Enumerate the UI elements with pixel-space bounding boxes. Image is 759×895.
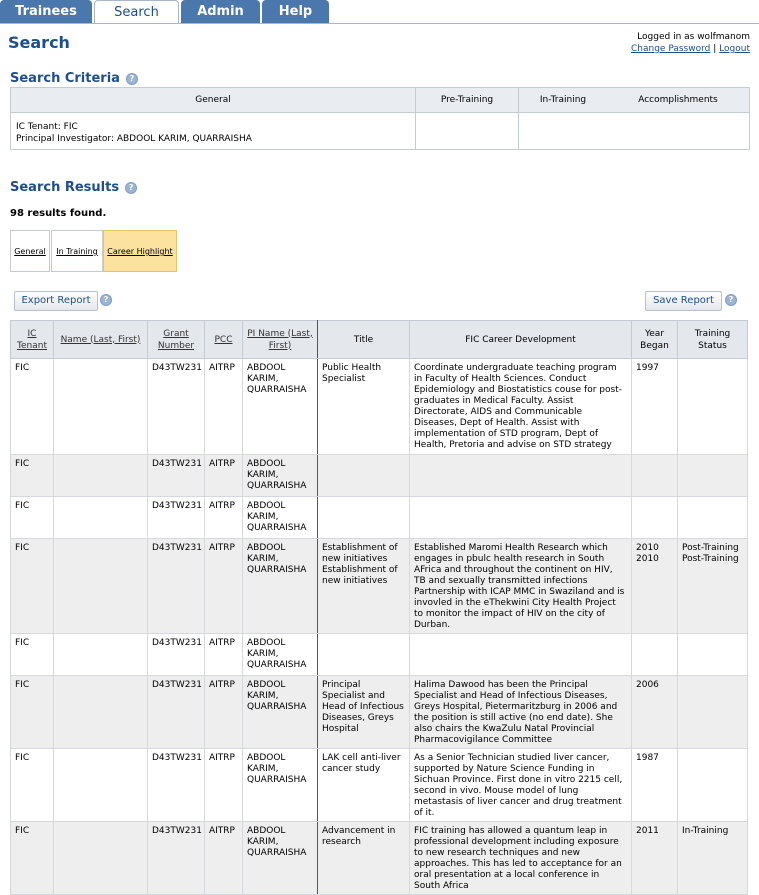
cell-name: [54, 359, 148, 455]
tab-trainees[interactable]: Trainees: [0, 0, 92, 23]
results-count: 98 results found.: [10, 208, 107, 219]
table-row: [11, 676, 748, 749]
login-info: [631, 31, 750, 55]
link-separator: |: [713, 44, 717, 54]
cell-career-development: FIC training has allowed a quantum leap in professional development including exposure to new research techniques and new approaches. This has led to acceptance for an oral presentation at a local conference in South Africa: [410, 822, 632, 895]
col-pi-name[interactable]: PI Name (Last, First): [243, 321, 318, 359]
cell-ic-tenant: FIC: [11, 676, 54, 749]
results-table: [10, 320, 748, 895]
cell-career-development: [410, 455, 632, 497]
cell-pcc: AITRP: [205, 822, 243, 895]
help-icon[interactable]: ?: [725, 294, 737, 306]
cell-career-development: Coordinate undergraduate teaching program in Faculty of Health Sciences. Conduct Epidemiology and Biostatistics couse for post-graduates in Medical Faculty. Assist Directorate, AIDS and Communicable Diseases, Dept of Health. Assist with implementation of STD program, Dept of Health, Pretoria and advise on STD strategy: [410, 359, 632, 455]
cell-title: Advancement in research: [318, 822, 410, 895]
export-report-button[interactable]: Export Report: [14, 291, 98, 311]
cell-pcc: AITRP: [205, 749, 243, 822]
cell-title: Public Health Specialist: [318, 359, 410, 455]
subtab-general[interactable]: General: [10, 230, 50, 272]
cell-title: [318, 497, 410, 539]
cell-name: [54, 749, 148, 822]
cell-title: Principal Specialist and Head of Infectious Diseases, Greys Hospital: [318, 676, 410, 749]
cell-ic-tenant: FIC: [11, 497, 54, 539]
table-row: [11, 539, 748, 634]
cell-grant-number: D43TW231: [148, 749, 205, 822]
search-criteria-title: Search Criteria: [10, 71, 120, 86]
cell-ic-tenant: FIC: [11, 539, 54, 634]
cell-name: [54, 455, 148, 497]
tab-help[interactable]: Help: [262, 0, 329, 23]
cell-grant-number: D43TW231: [148, 634, 205, 676]
cell-year-began: 2010 2010: [632, 539, 678, 634]
cell-pi-name: ABDOOL KARIM, QUARRAISHA: [243, 359, 318, 455]
cell-training-status: [678, 455, 748, 497]
search-results-heading: [10, 180, 137, 195]
cell-ic-tenant: FIC: [11, 359, 54, 455]
change-password-link[interactable]: Change Password: [631, 44, 711, 54]
col-name[interactable]: Name (Last, First): [54, 321, 148, 359]
criteria-table: [10, 87, 750, 150]
cell-title: [318, 455, 410, 497]
cell-grant-number: D43TW231: [148, 822, 205, 895]
cell-career-development: Established Maromi Health Research which engages in pbulc health research in South AFrica and throughout the continent on HIV, TB and sexually transmitted infections Partnership with ICAP MMC in Swaziland and is invovled in the eThekwini City Health Project to monitor the impact of HIV on the city of Durban.: [410, 539, 632, 634]
col-title: Title: [318, 321, 410, 359]
cell-grant-number: D43TW231: [148, 539, 205, 634]
help-icon[interactable]: ?: [126, 73, 138, 85]
cell-title: Establishment of new initiatives Establishment of new initiatives: [318, 539, 410, 634]
cell-year-began: 2006: [632, 676, 678, 749]
cell-grant-number: D43TW231: [148, 359, 205, 455]
col-pcc[interactable]: PCC: [205, 321, 243, 359]
cell-training-status: [678, 749, 748, 822]
tab-search[interactable]: Search: [94, 0, 179, 24]
cell-career-development: As a Senior Technician studied liver cancer, supported by Nature Science Funding in Sichuan Province. First done in vitro 2215 cell, second in vivo. Mouse model of lung metastasis of liver cancer and drug treatment of it.: [410, 749, 632, 822]
criteria-header-in-training: In-Training: [519, 88, 608, 113]
cell-year-began: 1987: [632, 749, 678, 822]
table-row: [11, 822, 748, 895]
cell-grant-number: D43TW231: [148, 497, 205, 539]
cell-pi-name: ABDOOL KARIM, QUARRAISHA: [243, 497, 318, 539]
logged-in-text: Logged in as wolfmanom: [637, 32, 750, 42]
subtab-career-highlight[interactable]: Career Highlight: [103, 230, 177, 272]
cell-training-status: [678, 634, 748, 676]
cell-year-began: 1997: [632, 359, 678, 455]
cell-career-development: [410, 634, 632, 676]
table-row: [11, 634, 748, 676]
criteria-in-training-cell: [519, 113, 750, 150]
cell-grant-number: D43TW231: [148, 676, 205, 749]
criteria-general-cell: [11, 113, 416, 150]
cell-year-began: [632, 634, 678, 676]
tab-admin[interactable]: Admin: [181, 0, 260, 23]
search-results-title: Search Results: [10, 180, 120, 195]
cell-ic-tenant: FIC: [11, 455, 54, 497]
cell-name: [54, 676, 148, 749]
criteria-pi: Principal Investigator: ABDOOL KARIM, QUARRAISHA: [16, 134, 252, 144]
cell-ic-tenant: FIC: [11, 634, 54, 676]
cell-year-began: 2011: [632, 822, 678, 895]
cell-pcc: AITRP: [205, 497, 243, 539]
cell-name: [54, 634, 148, 676]
cell-pi-name: ABDOOL KARIM, QUARRAISHA: [243, 676, 318, 749]
cell-training-status: [678, 497, 748, 539]
save-report-button[interactable]: Save Report: [645, 291, 722, 311]
cell-grant-number: D43TW231: [148, 455, 205, 497]
cell-training-status: [678, 359, 748, 455]
col-training-status: Training Status: [678, 321, 748, 359]
cell-career-development: Halima Dawood has been the Principal Specialist and Head of Infectious Diseases, Greys Hospital, Pietermaritzburg in 2006 and the position is still active (no end date). She also chairs the KwaZulu Natal Provincial Pharmacovigilance Committee: [410, 676, 632, 749]
cell-career-development: [410, 497, 632, 539]
criteria-ic-tenant: IC Tenant: FIC: [16, 122, 78, 132]
cell-pi-name: ABDOOL KARIM, QUARRAISHA: [243, 455, 318, 497]
cell-year-began: [632, 455, 678, 497]
main-tabs: [0, 0, 759, 24]
cell-training-status: Post-Training Post-Training: [678, 539, 748, 634]
criteria-header-general: General: [11, 88, 416, 113]
table-row: [11, 497, 748, 539]
criteria-header-accomplishments: Accomplishments: [607, 88, 750, 113]
col-year-began: Year Began: [632, 321, 678, 359]
page-title: Search: [8, 33, 70, 52]
cell-title: [318, 634, 410, 676]
subtab-in-training[interactable]: In Training: [51, 230, 103, 272]
cell-training-status: [678, 676, 748, 749]
cell-year-began: [632, 497, 678, 539]
cell-name: [54, 497, 148, 539]
search-criteria-heading: [10, 71, 138, 86]
cell-pcc: AITRP: [205, 455, 243, 497]
cell-title: LAK cell anti-liver cancer study: [318, 749, 410, 822]
help-icon[interactable]: ?: [125, 182, 137, 194]
col-fic-career-development: FIC Career Development: [410, 321, 632, 359]
table-row: [11, 749, 748, 822]
cell-ic-tenant: FIC: [11, 822, 54, 895]
cell-name: [54, 822, 148, 895]
criteria-pre-training-cell: [416, 113, 519, 150]
cell-pi-name: ABDOOL KARIM, QUARRAISHA: [243, 822, 318, 895]
cell-pcc: AITRP: [205, 359, 243, 455]
cell-pi-name: ABDOOL KARIM, QUARRAISHA: [243, 749, 318, 822]
cell-training-status: In-Training: [678, 822, 748, 895]
logout-link[interactable]: Logout: [719, 44, 750, 54]
col-ic-tenant[interactable]: IC Tenant: [11, 321, 54, 359]
table-row: [11, 359, 748, 455]
cell-pi-name: ABDOOL KARIM, QUARRAISHA: [243, 634, 318, 676]
cell-pcc: AITRP: [205, 539, 243, 634]
cell-name: [54, 539, 148, 634]
cell-ic-tenant: FIC: [11, 749, 54, 822]
cell-pi-name: ABDOOL KARIM, QUARRAISHA: [243, 539, 318, 634]
cell-pcc: AITRP: [205, 634, 243, 676]
help-icon[interactable]: ?: [100, 294, 112, 306]
col-grant-number[interactable]: Grant Number: [148, 321, 205, 359]
table-row: [11, 455, 748, 497]
tab-divider: [0, 23, 759, 24]
cell-pcc: AITRP: [205, 676, 243, 749]
criteria-header-pre-training: Pre-Training: [416, 88, 519, 113]
